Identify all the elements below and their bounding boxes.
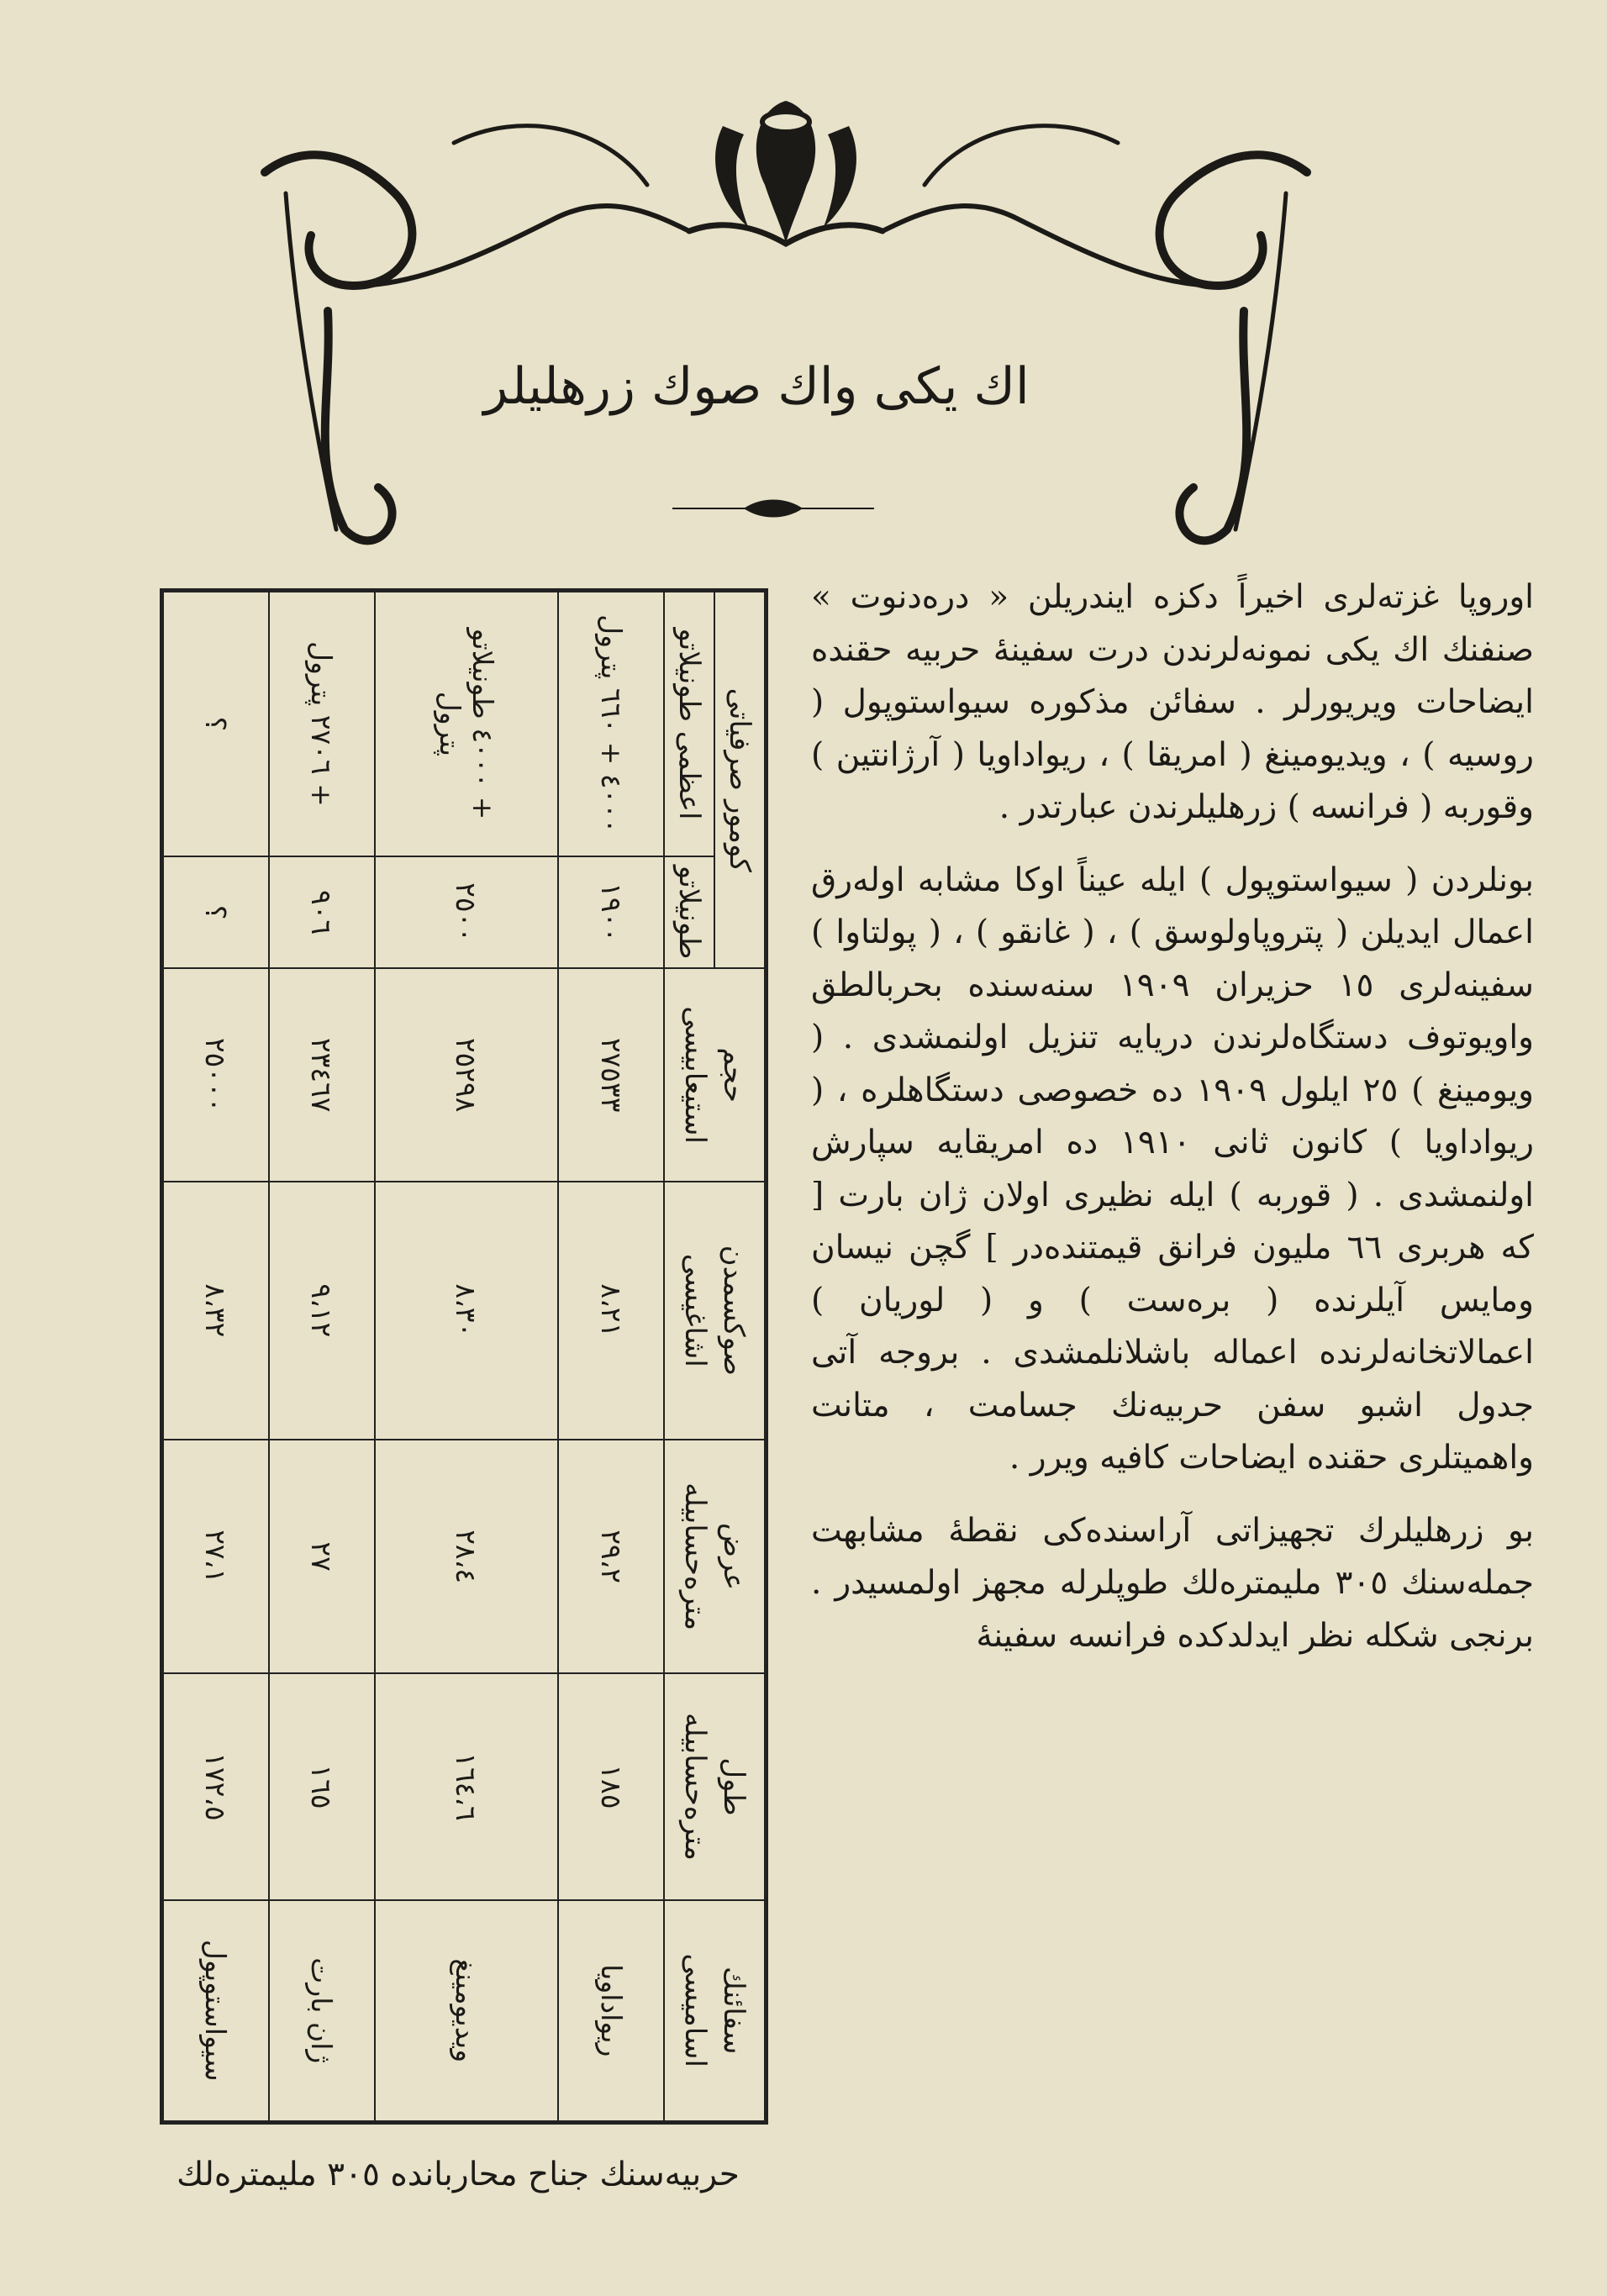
cell-coal-max: + ٢٧٠٦ پترول	[269, 592, 375, 856]
cell-displacement: ٢٥٠٠٠	[163, 968, 269, 1181]
cell-displacement: ٢٥٢٩٨	[375, 968, 558, 1181]
rotated-table	[160, 588, 768, 2125]
header-displacement: حجم استيعابيسى	[664, 968, 765, 1181]
article-title: اك يكى واك صوك زرهليلر	[483, 357, 1030, 416]
cell-width: ٢٩،٢	[558, 1440, 664, 1674]
ship-comparison-table	[162, 591, 766, 2122]
cell-displacement: ٢٧٥٣٣	[558, 968, 664, 1181]
cell-name: ويديومينغ	[375, 1900, 558, 2121]
cell-draft: ٨،٣٢	[163, 1182, 269, 1440]
table-row	[269, 592, 375, 2121]
ship-comparison-table-frame	[160, 588, 768, 2125]
cell-coal-ton: ٢٥٠٠	[375, 856, 558, 969]
table-row	[163, 592, 269, 2121]
article-body	[811, 571, 1534, 1683]
cell-draft: ٩،١٢	[269, 1182, 375, 1440]
cell-draft: ٨،٢١	[558, 1182, 664, 1440]
paragraph-1: اوروپا غزته‌لرى اخيراً دكزه ايندريلن « دره‌دنوت » صنفنك اك يكى نمونه‌لرندن درت سفينهٔ حربيه حقنده ايضاحات ويريورلر . سفائن مذكوره سيواستوپول ( روسيه ) ، ويديومينغ ( امريقا ) ، ريواداويا ( آرژانتين ) وقوربه ( فرانسه ) زرهليلرندن عبارتدر .	[811, 578, 1534, 826]
cell-width: ٢٧	[269, 1440, 375, 1674]
cell-width: ٢٨،٤	[375, 1440, 558, 1674]
cell-coal-ton: ٩٠٦	[269, 856, 375, 969]
cell-width: ٢٧،١	[163, 1440, 269, 1674]
header-coal-ton: طونيلاتو	[664, 856, 714, 969]
table-row	[375, 592, 558, 2121]
cell-coal-ton: ١٩٠٠	[558, 856, 664, 969]
header-draft: صوكسمدن اشاغيسى	[664, 1182, 765, 1440]
paragraph-2: بونلردن ( سيواستوپول ) ايله عيناً اوكا مشابه اولەرق اعمال ايديلن ( پتروپاولوسق ) ، ( غانقو ) ، ( پولتاوا ) سفينه‌لرى ١٥ حزيران ١٩٠٩ سنه‌سنده بحربالطق واويوتوف دستگاه‌لرندن دريايه تنزيل اولنمشدى . ( ويومينغ ) ٢٥ ايلول ١٩٠٩ ده خصوصى دستگاهلره ، ( ريواداويا ) كانون ثانى ١٩١٠ ده امريقايه سپارش اولنمشدى . ( قوربه ) ايله نظيرى اولان ژان بارت [ كه هربرى ٦٦ مليون فرانق قيمتنده‌در ] گچن نيسان ومايس آيلرنده ( برەست ) و ( لوريان ) اعمالاتخانه‌لرنده اعماله باشلانلمشدى . بروجه آتى جدول اشبو سفن حربيه‌نك جسامت ، متانت واهميتلرى حقنده ايضاحات كافيه ويرر .	[811, 861, 1534, 1477]
header-length: طول مترەحسابيله	[664, 1673, 765, 1899]
paragraph-3: بو زرهليلرك تجهيزاتى آراسنده‌كى نقطهٔ مشابهت جمله‌سنك ٣٠٥ مليمتره‌لك طوپلرله مجهز اولمسيدر . برنجى شكله نظر ايدلدكده فرانسه سفينهٔ	[811, 1511, 1535, 1655]
cell-length: ١٦٤،٦	[375, 1673, 558, 1899]
cell-displacement: ٢٣٤٦٧	[269, 968, 375, 1181]
table-header-row	[714, 592, 765, 2121]
cell-coal-max: ؟	[163, 592, 269, 856]
title-divider-ornament	[664, 492, 883, 525]
table-caption: حربيه‌سنك جناح محاربانده ٣٠٥ مليمتره‌لك	[177, 2156, 740, 2193]
cell-length: ١٨٥	[558, 1673, 664, 1899]
cell-name: ژان بارت	[269, 1900, 375, 2121]
cell-coal-max: ٤٠٠٠ + ٦٦٠ پترول	[558, 592, 664, 856]
cell-name: ريواداويا	[558, 1900, 664, 2121]
table-row	[558, 592, 664, 2121]
header-width: عرض مترەحسابيله	[664, 1440, 765, 1674]
cell-length: ١٦٥	[269, 1673, 375, 1899]
header-coal-max: اعظمى طونيلاتو	[664, 592, 714, 856]
cell-length: ١٧٢،٥	[163, 1673, 269, 1899]
cell-coal-ton: ؟	[163, 856, 269, 969]
cell-coal-max: + ٤٠٠٠ طونيلاتو پترول	[375, 592, 558, 856]
cell-draft: ٨،٣٠	[375, 1182, 558, 1440]
header-coal: كومور صرفياتى	[714, 592, 765, 968]
header-ship-names: سفائنك اساميسى	[664, 1900, 765, 2121]
cell-name: سيواستوپول	[163, 1900, 269, 2121]
